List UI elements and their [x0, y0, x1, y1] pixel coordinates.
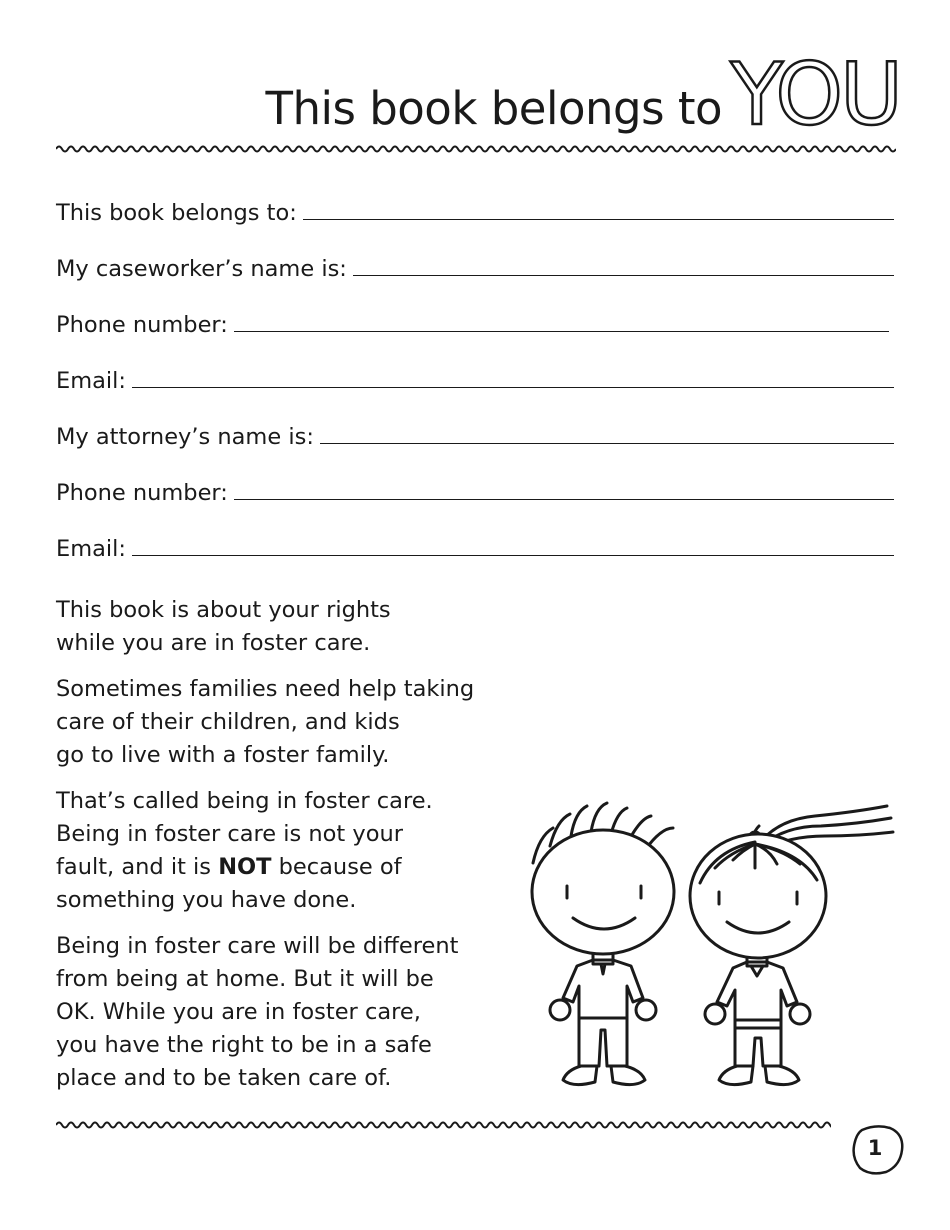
field-label: Phone number:	[56, 312, 228, 338]
attorney-name-line[interactable]	[320, 443, 894, 444]
form-row	[56, 340, 894, 396]
field-label: Email:	[56, 368, 127, 394]
text-line: fault, and it is	[56, 854, 219, 880]
owner-name-line[interactable]	[303, 219, 894, 220]
field-label: This book belongs to:	[56, 200, 297, 226]
text-line: Being in foster care will be different	[56, 933, 459, 959]
kids-illustration	[515, 798, 900, 1093]
form-row	[56, 228, 894, 284]
paragraph	[56, 785, 496, 917]
text-line: place and to be taken care of.	[56, 1065, 392, 1091]
page-title-emphasis: YOU	[730, 45, 900, 145]
form-row	[56, 396, 894, 452]
intro-text	[56, 594, 496, 1108]
caseworker-email-line[interactable]	[132, 387, 894, 388]
emphasis-not: NOT	[218, 854, 272, 880]
text-line: because of	[271, 854, 402, 880]
text-line: go to live with a foster family.	[56, 742, 390, 768]
form-row	[56, 172, 894, 228]
top-wavy-divider	[56, 142, 896, 156]
boy-figure	[532, 803, 674, 1085]
attorney-phone-line[interactable]	[234, 499, 894, 500]
paragraph	[56, 930, 496, 1095]
caseworker-name-line[interactable]	[353, 275, 894, 276]
page-number-badge	[852, 1124, 906, 1176]
text-line: Being in foster care is not your	[56, 821, 403, 847]
page-header	[0, 45, 900, 145]
girl-figure	[690, 806, 893, 1085]
field-label: Email:	[56, 536, 127, 562]
form-row	[56, 508, 894, 564]
text-line: This book is about your rights	[56, 597, 391, 623]
page-title: This book belongs to	[265, 82, 722, 135]
field-label: Phone number:	[56, 480, 228, 506]
paragraph	[56, 673, 496, 772]
field-label: My attorney’s name is:	[56, 424, 314, 450]
attorney-email-line[interactable]	[132, 555, 894, 556]
form-row	[56, 284, 894, 340]
text-line: something you have done.	[56, 887, 357, 913]
text-line: care of their children, and kids	[56, 709, 400, 735]
contact-form	[56, 172, 894, 564]
text-line: That’s called being in foster care.	[56, 788, 433, 814]
text-line: from being at home. But it will be	[56, 966, 434, 992]
field-label: My caseworker’s name is:	[56, 256, 347, 282]
text-line: you have the right to be in a safe	[56, 1032, 432, 1058]
form-row	[56, 452, 894, 508]
paragraph	[56, 594, 496, 660]
bottom-wavy-divider	[56, 1118, 831, 1132]
text-line: OK. While you are in foster care,	[56, 999, 421, 1025]
page-number: 1	[867, 1136, 883, 1160]
caseworker-phone-line[interactable]	[234, 331, 889, 332]
text-line: Sometimes families need help taking	[56, 676, 475, 702]
text-line: while you are in foster care.	[56, 630, 371, 656]
